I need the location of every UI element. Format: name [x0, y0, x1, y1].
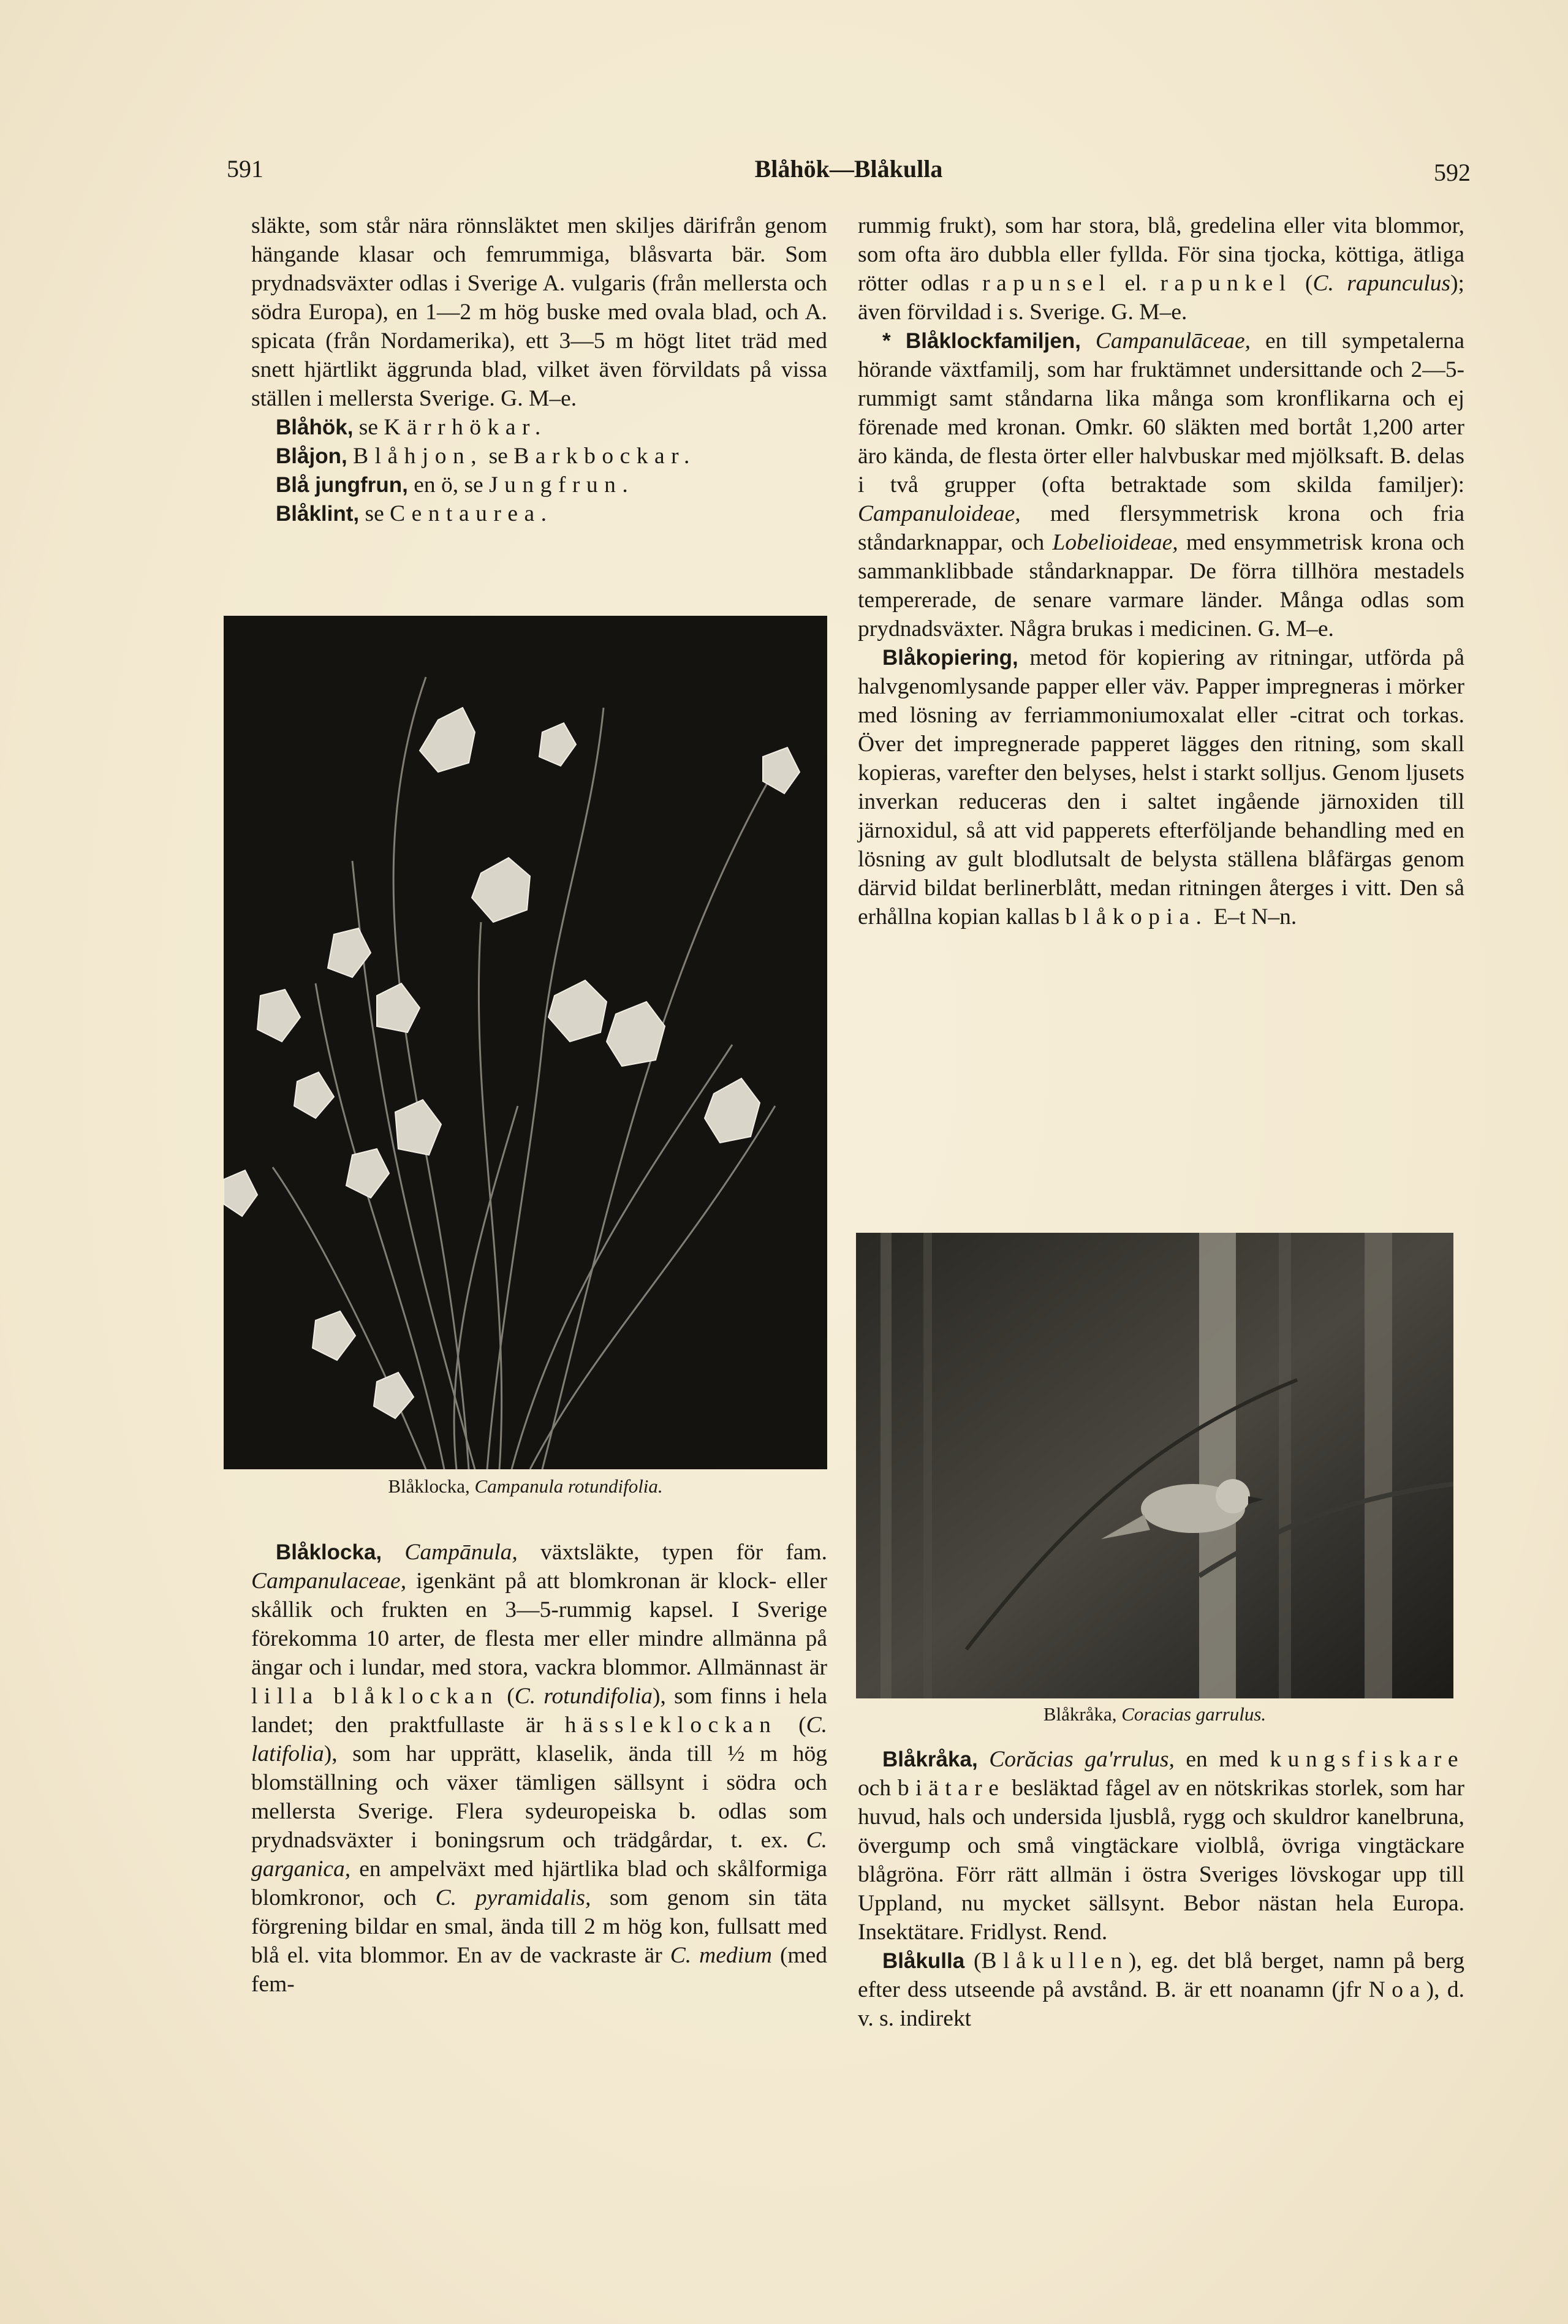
continued-paragraph: rummig frukt), som har stora, blå, gredelina eller vita blommor, som ofta äro dubbla eller fyllda. För sina tjocka, köttiga, ätliga rötter odlas rapunsel el. rapunkel (C. rapunculus); även förvildad i s. Sverige. G. M–e. [858, 213, 1464, 325]
page-header [227, 154, 1471, 191]
entry-head: Blåjon, [276, 444, 347, 468]
left-column-top [251, 211, 827, 528]
right-column-top [858, 211, 1464, 931]
entry-head: Blåklocka, [276, 1540, 382, 1564]
cross-reference: Jungfrun. [489, 472, 635, 498]
entry-blaklint: Blåklint, se Centaurea. [276, 501, 553, 526]
entry-head: Blåkulla [882, 1949, 965, 1973]
entry-blajon: Blåjon, Blåhjon, se Barkbockar. [276, 444, 696, 469]
cross-reference: Centaurea. [390, 501, 553, 526]
roller-bird-illustration [856, 1233, 1453, 1698]
entry-head: * Blåklockfamiljen, [882, 329, 1081, 353]
entry-blaklockfamiljen: * Blåklockfamiljen, Campanulāceae, en till sympetalerna hörande växtfamilj, som har fruktämnet undersittande och 2—5-rummigt samt ståndarna lika många som kronflikarna och ej förenade med kronan. Omkr. 60 släkten med bortåt 1,200 arter äro kända, de flesta örter eller halvbuskar med mjölksaft. B. delas i två grupper (ofta betraktade som skilda familjer): Campanuloideae, med flersymmetrisk krona och fria ståndarknappar, och Lobelioideae, med ensymmetrisk krona och sammanklibbade ståndarknappar. De förra tillhöra mestadels tempererade, de senare varmare länder. Många odlas som prydnadsväxter. Några brukas i medicinen. G. M–e. [858, 328, 1464, 642]
entry-blakraka: Blåkråka, Corăcias ga'rrulus, en med kungsfiskare och biätare besläktad fågel av en nötskrikas storlek, som har huvud, hals och undersida ljusblå, rygg och skuldror kanelbruna, övergump och små vingtäckare violblå, övriga vingtäckare blågröna. Förr rätt allmän i östra Sveriges lövskogar upp till Uppland, nu mycket sällsynt. Bebor nästan hela Europa. Insektätare. Fridlyst. Rend. [858, 1747, 1465, 1945]
cross-reference: Kärrhökar. [384, 415, 547, 440]
entry-head: Blåkråka, [882, 1747, 978, 1771]
entry-head: Blåhök, [276, 415, 354, 439]
bellflower-photo [224, 616, 827, 1469]
entry-blahok: Blåhök, se Kärrhökar. [276, 415, 547, 440]
page-number-left: 591 [227, 155, 263, 183]
cross-reference: Barkbockar. [513, 444, 696, 469]
right-column-bottom [858, 1745, 1464, 2033]
entry-blakopiering: Blåkopiering, metod för kopiering av ritningar, utförda på halvgenomlysande papper eller väv. Papper impregneras i mörker med lösning av ferriammoniumoxalat eller -citrat och torkas. Över det impregnerade papperet lägges den ritning, som skall kopieras, varefter den belyses, helst i starkt solljus. Genom ljusets inverkan reduceras den i saltet ingående järnoxiden till järnoxidul, så att vid papperets efterföljande behandling med en lösning av gult blodlutsalt de belysta ställena blåfärgas genom därvid bildat berlinerblått, medan ritningen återges i vitt. Den så erhållna kopian kallas blåkopia. E–t N–n. [858, 645, 1464, 929]
entry-blakulla: Blåkulla (Blåkullen), eg. det blå berget, namn på berg efter dess utseende på avstånd. B. är ett noanamn (jfr Noa), d. v. s. indirekt [858, 1948, 1464, 2031]
entry-head: Blå jungfrun, [276, 473, 408, 497]
entry-blaklocka: Blåklocka, Campānula, växtsläkte, typen för fam. Campanulaceae, igenkänt på att blomkronan är klock- eller skållik och frukten en 3—5-rummig kapsel. I Sverige förekomma 10 arter, de flesta mer eller mindre allmänna på ängar och i lundar, med stora, vackra blommor. Allmännast är lilla blåklockan (C. rotundifolia), som finns i hela landet; den praktfullaste är hässleklockan (C. latifolia), som har upprätt, klaselik, ända till ½ m hög blomställning och växer tämligen sällsynt i södra och mellersta Sverige. Flera sydeuropeiska b. odlas som prydnadsväxter i boningsrum och trädgårdar, t. ex. C. garganica, en ampelväxt med hjärtlika blad och skålformiga blomkronor, och C. pyramidalis, som genom sin täta förgrening bildar en smal, ända till 2 m hög kon, fullsatt med blå el. vita blommor. En av de vackraste är C. medium (med fem- [251, 1540, 828, 1997]
left-column-bottom [251, 1538, 827, 1999]
entry-bla-jungfrun: Blå jungfrun, en ö, se Jungfrun. [276, 472, 635, 498]
entry-head: Blåklint, [276, 502, 360, 526]
entry-head: Blåkopiering, [882, 646, 1018, 670]
page-number-right: 592 [1434, 159, 1471, 186]
continued-paragraph: släkte, som står nära rönnsläktet men skiljes därifrån genom hängande klasar och femrummiga, blåsvarta bär. Som prydnadsväxter odlas i Sverige A. vulgaris (från mellersta och södra Europa), en 1—2 m hög buske med ovala blad, och A. spicata (från Nordamerika), ett 3—5 m högt litet träd med snett hjärtlikt äggrunda blad, vilket även förvildats på vissa ställen i mellersta Sverige. G. M–e. [251, 213, 827, 411]
photo-caption-roller: Blåkråka, Coracias garrulus. [1043, 1703, 1267, 1725]
photo-caption-bellflower: Blåklocka, Campanula rotundifolia. [388, 1475, 663, 1497]
running-title: Blåhök—Blåkulla [754, 155, 943, 183]
bellflower-illustration [224, 616, 827, 1469]
roller-bird-photo [856, 1233, 1453, 1698]
